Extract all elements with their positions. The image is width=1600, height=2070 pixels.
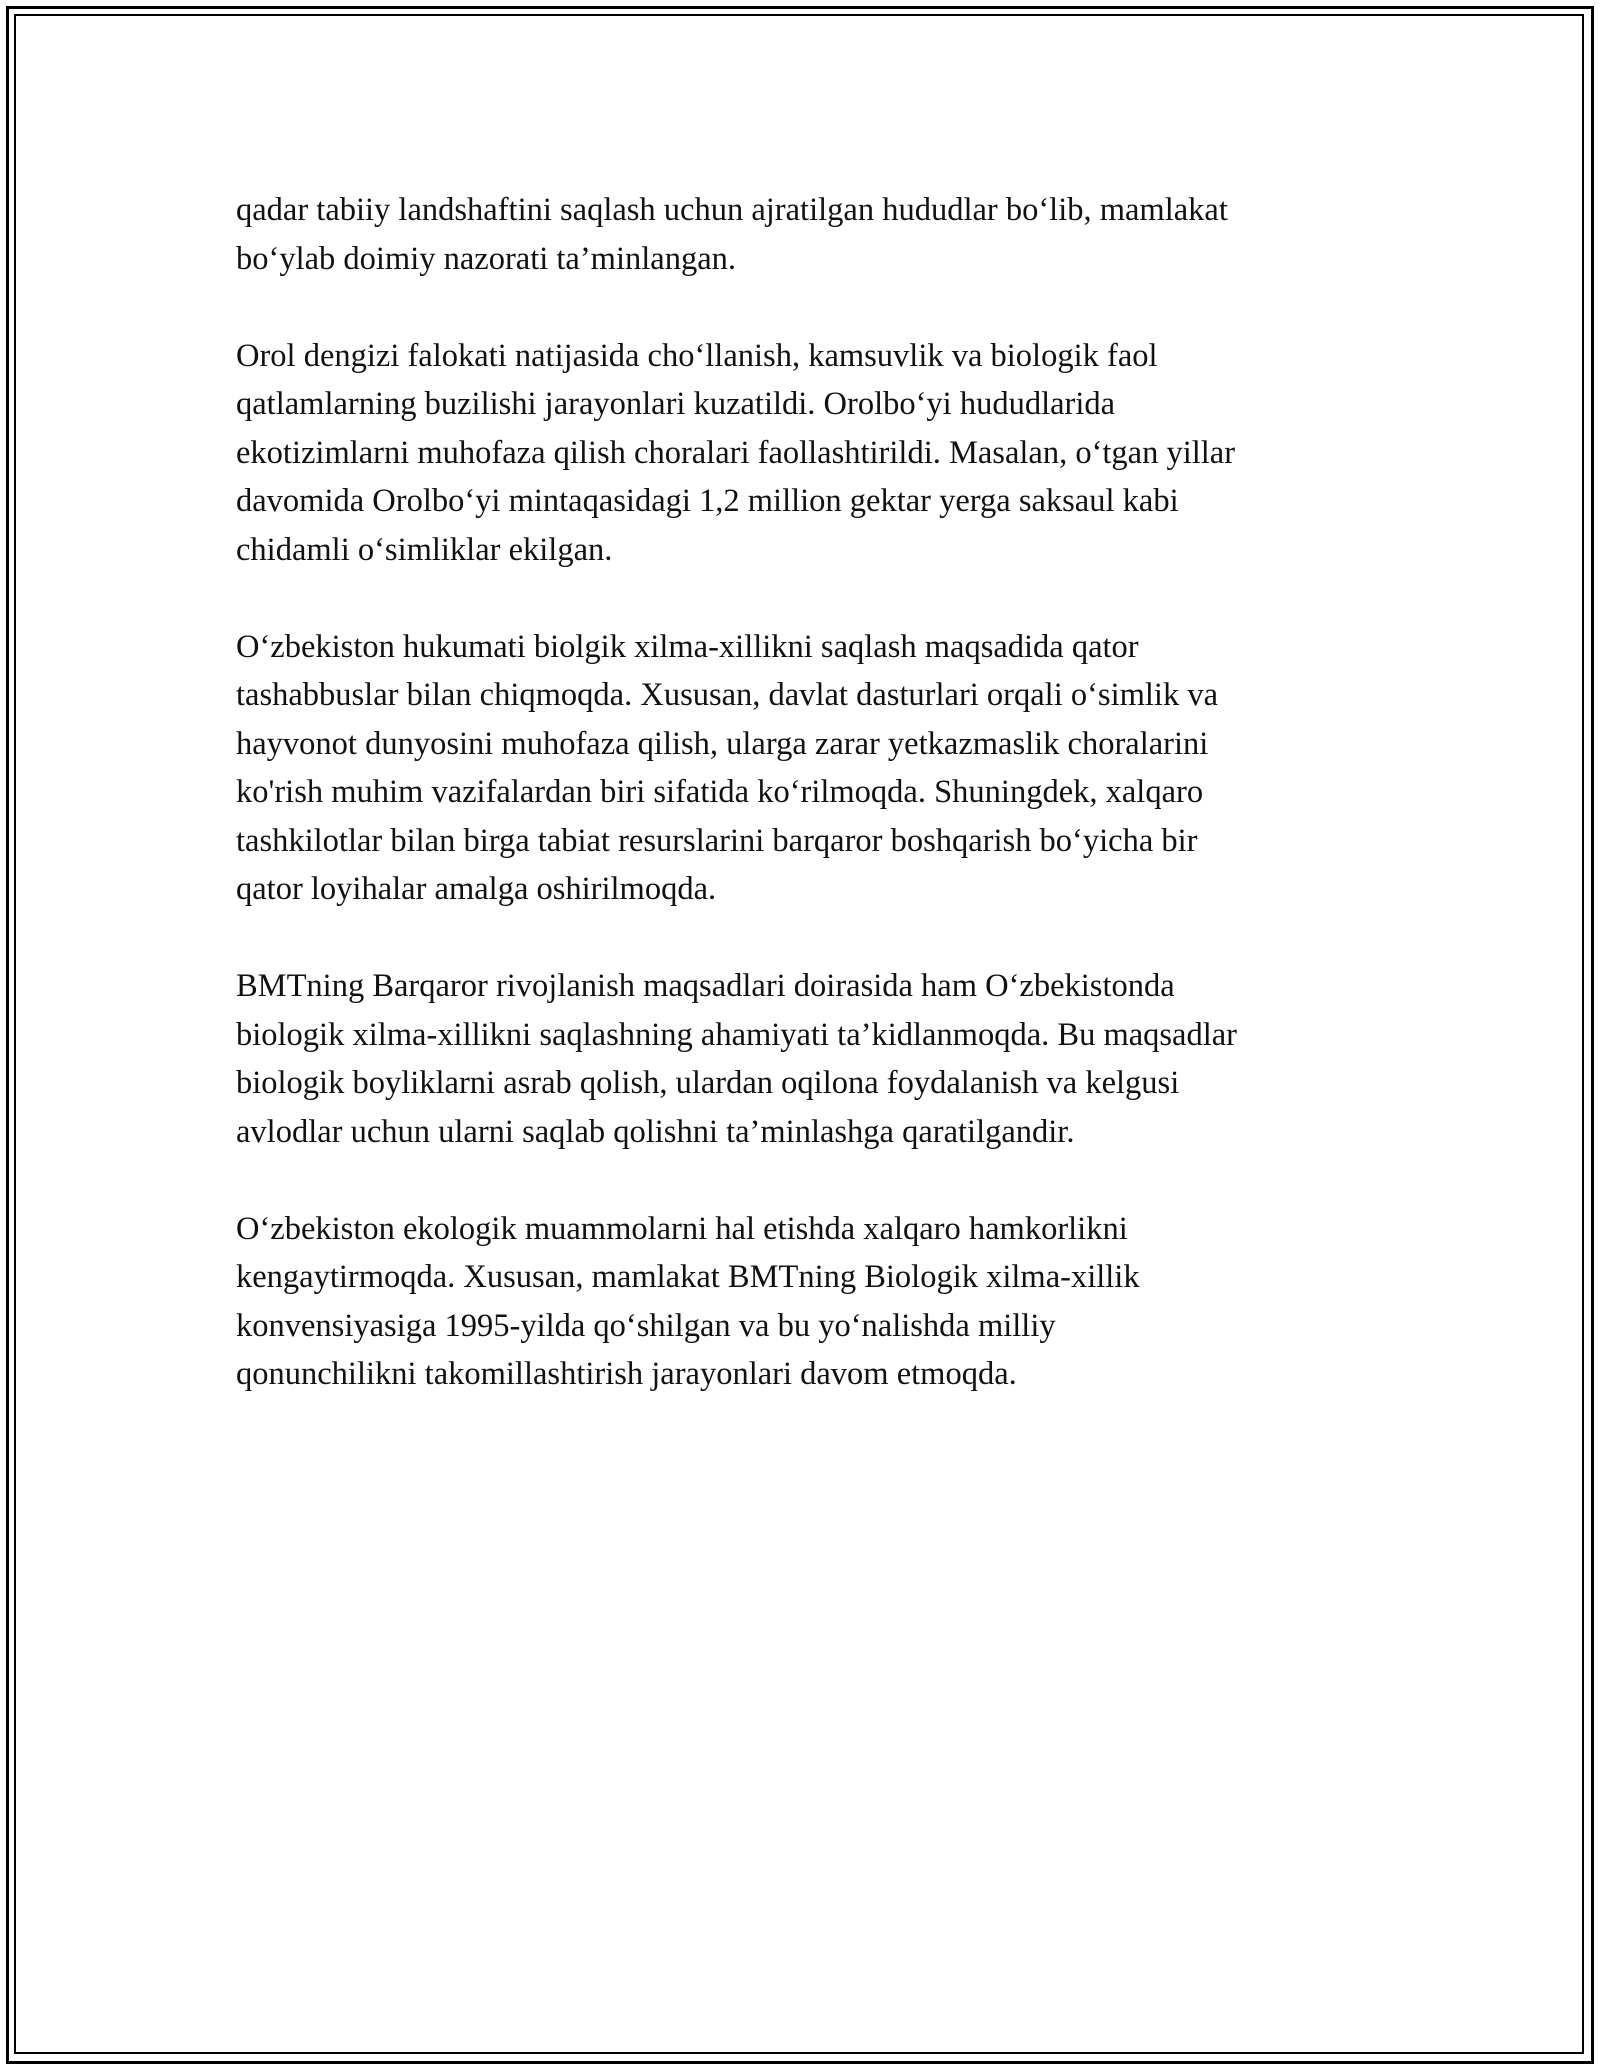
paragraph-2: Orol dengizi falokati natijasida cho‘llanish, kamsuvlik va biologik faol qatlamlarning buzilishi jarayonlari kuzatildi. Orolbo‘yi hududlarida ekotizimlarni muhofaza qilish choralari faollashtirildi. Masalan, o‘tgan yillar davomida Orolbo‘yi mintaqasidagi 1,2 million gektar yerga saksaul kabi chidamli o‘simliklar ekilgan. <box>236 337 1236 568</box>
paragraph-1: qadar tabiiy landshaftini saqlash uchun ajratilgan hududlar bo‘lib, mamlakat bo‘ylab doimiy nazorati ta’minlangan. <box>236 192 1228 277</box>
paragraph-5: O‘zbekiston ekologik muammolarni hal etishda xalqaro hamkorlikni kengaytirmoqda. Xususan, mamlakat BMTning Biologik xilma-xillik konvensiyasiga 1995-yilda qo‘shilgan va bu yo‘nalishda milliy qonunchilikni takomillashtirish jarayonlari davom etmoqda. <box>236 1210 1140 1392</box>
document-body <box>236 186 1386 1447</box>
paragraph-3: O‘zbekiston hukumati biolgik xilma-xillikni saqlash maqsadida qator tashabbuslar bilan chiqmoqda. Xususan, davlat dasturlari orqali o‘simlik va hayvonot dunyosini muhofaza qilish, ularga zarar yetkazmaslik choralarini ko'rish muhim vazifalardan biri sifatida ko‘rilmoqda. Shuningdek, xalqaro tashkilotlar bilan birga tabiat resurslarini barqaror boshqarish bo‘yicha bir qator loyihalar amalga oshirilmoqda. <box>236 628 1218 907</box>
paragraph-4: BMTning Barqaror rivojlanish maqsadlari doirasida ham O‘zbekistonda biologik xilma-xillikni saqlashning ahamiyati ta’kidlanmoqda. Bu maqsadlar biologik boyliklarni asrab qolish, ulardan oqilona foydalanish va kelgusi avlodlar uchun ularni saqlab qolishni ta’minlashga qaratilgandir. <box>236 968 1237 1150</box>
